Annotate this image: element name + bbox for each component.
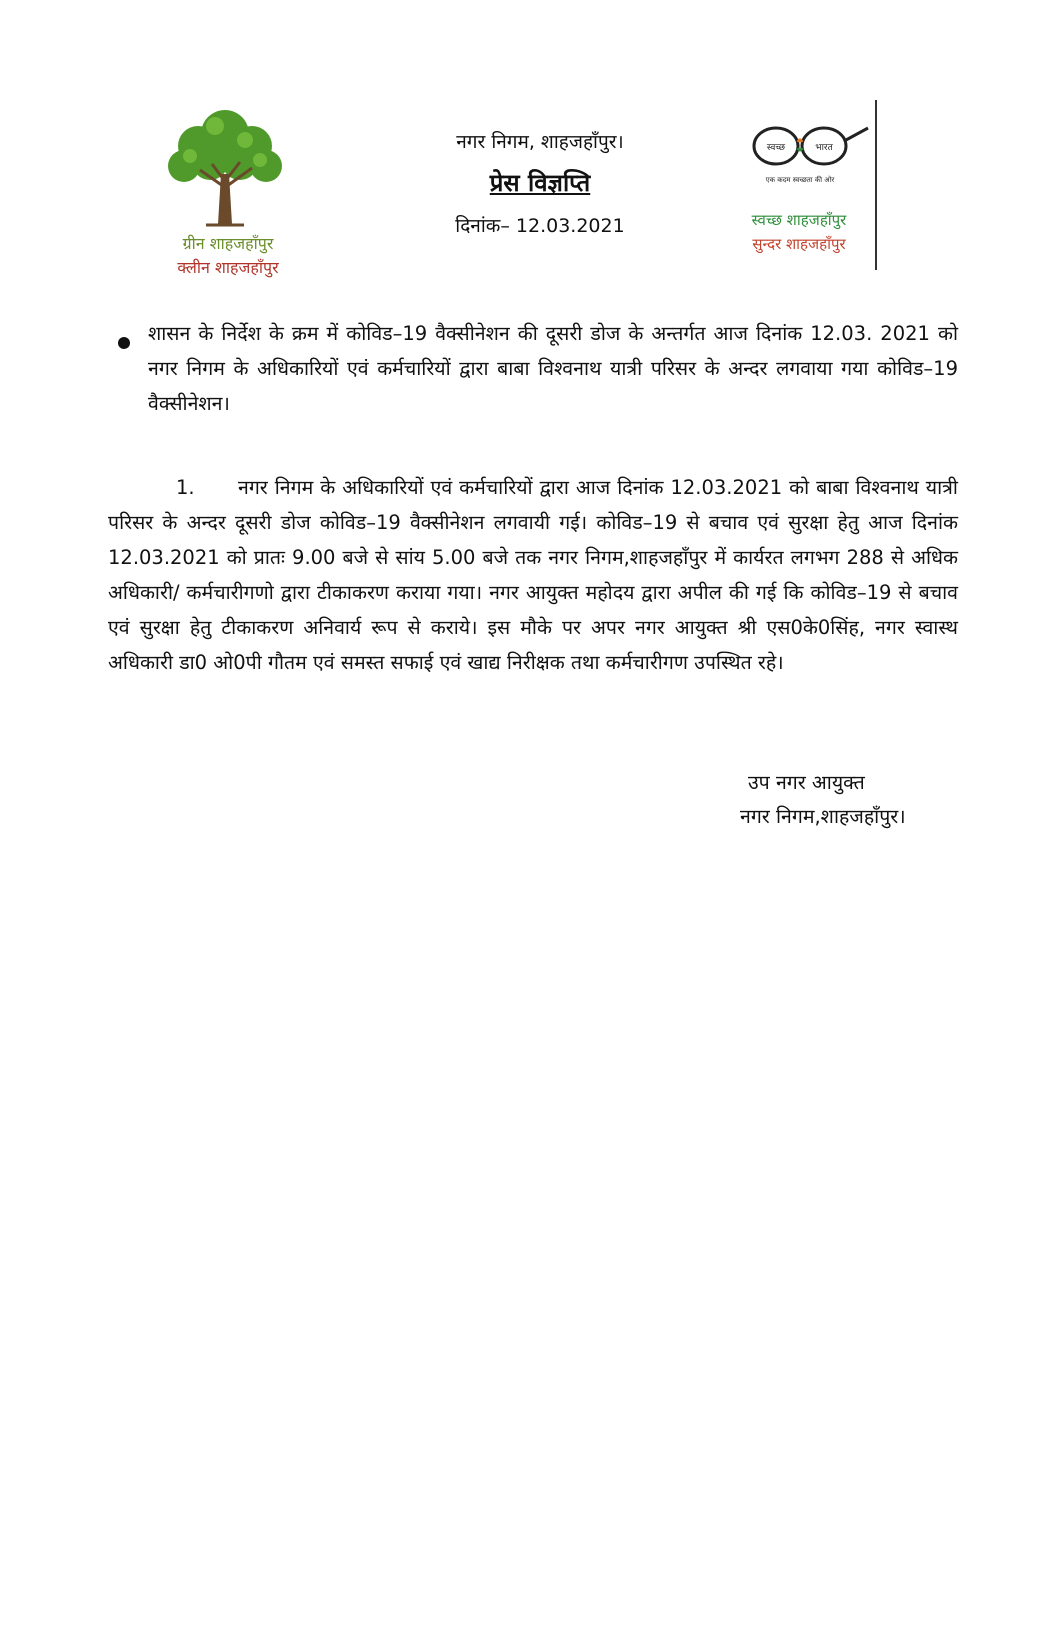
signatory-office: नगर निगम,शाहजहाँपुर। — [740, 805, 906, 828]
main-paragraph: नगर निगम के अधिकारियों एवं कर्मचारियों द्वारा आज दिनांक 12.03.2021 को बाबा विश्वनाथ यात्री परिसर के अन्दर दूसरी डोज कोविड–19 वैक्सीनेशन लगवायी गई। कोविड–19 से बचाव एवं सुरक्षा हेतु आज दिनांक 12.03.2021 को प्रातः 9.00 बजे से सांय 5.00 बजे तक नगर निगम,शाहजहाँपुर में कार्यरत लगभग 288 से अधिक अधिकारी/ कर्मचारीगणो द्वारा टीकाकरण कराया गया। नगर आयुक्त महोदय द्वारा अपील की गई कि कोविड–19 से बचाव एवं सुरक्षा हेतु टीकाकरण अनिवार्य रूप से कराये। इस मौके पर अपर नगर आयुक्त श्री एस0के0सिंह, नगर स्वास्थ अधिकारी डा0 ओ0पी गौतम एवं समस्त सफाई एवं खाद्य निरीक्षक तथा कर्मचारीगण उपस्थित रहे। — [108, 476, 958, 674]
logo-swachh-text: स्वच्छ शाहजहाँपुर — [751, 211, 847, 229]
bullet-icon — [118, 337, 130, 349]
vertical-divider — [875, 100, 877, 270]
logo-green-text: ग्रीन शाहजहाँपुर — [182, 234, 274, 253]
swachh-tagline: एक कदम स्वच्छता की ओर — [765, 176, 835, 184]
glasses-left-text: स्वच्छ — [766, 143, 786, 153]
tree-icon — [160, 104, 290, 234]
bullet-paragraph: शासन के निर्देश के क्रम में कोविड–19 वैक्सीनेशन की दूसरी डोज के अन्तर्गत आज दिनांक 12.03. 2021 को नगर निगम के अधिकारियों एवं कर्मचारियों द्वारा बाबा विश्वनाथ यात्री परिसर के अन्दर लगवाया गया कोविड–19 वैक्सीनेशन। — [148, 322, 958, 415]
document-title: प्रेस विज्ञप्ति — [489, 169, 591, 197]
logo-clean-text: क्लीन शाहजहाँपुर — [177, 258, 279, 277]
swachh-bharat-glasses-icon — [750, 118, 870, 170]
glasses-right-text: भारत — [815, 143, 833, 153]
organization-name: नगर निगम, शाहजहाँपुर। — [456, 131, 624, 153]
item-number: 1. — [176, 476, 195, 499]
signatory-designation: उप नगर आयुक्त — [748, 771, 865, 794]
document-date: दिनांक– 12.03.2021 — [455, 215, 625, 237]
logo-sundar-text: सुन्दर शाहजहाँपुर — [752, 235, 846, 253]
